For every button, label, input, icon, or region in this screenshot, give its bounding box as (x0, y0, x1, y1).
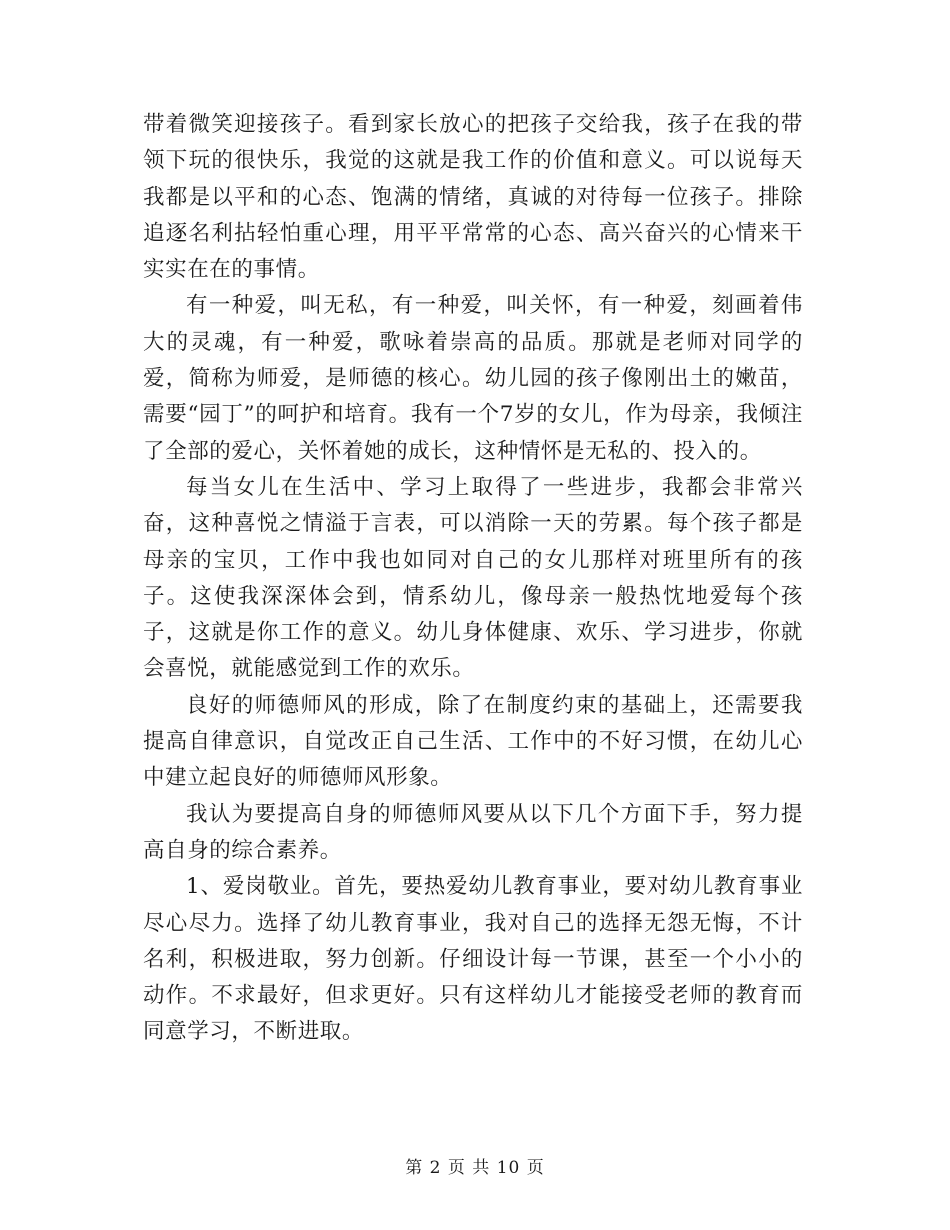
paragraph-5: 我认为要提高自身的师德师风要从以下几个方面下手，努力提高自身的综合素养。 (143, 801, 803, 863)
paragraph-3: 每当女儿在生活中、学习上取得了一些进步，我都会非常兴奋，这种喜悦之情溢于言表，可以消除一天的劳累。每个孩子都是母亲的宝贝，工作中我也如同对自己的女儿那样对班里所有的孩子。这使我深深体会到，情系幼儿，像母亲一般热忱地爱每个孩子，这就是你工作的意义。幼儿身体健康、欢乐、学习进步，你就会喜悦，就能感觉到工作的欢乐。 (143, 474, 803, 682)
paragraph-6: 1、爱岗敬业。首先，要热爱幼儿教育事业，要对幼儿教育事业尽心尽力。选择了幼儿教育事业，我对自己的选择无怨无悔，不计名利，积极进取，努力创新。仔细设计每一节课，甚至一个小小的动作。不求最好，但求更好。只有这样幼儿才能接受老师的教育而同意学习，不断进取。 (143, 874, 803, 1045)
page-number-footer: 第 2 页 共 10 页 (405, 1158, 545, 1178)
paragraph-4: 良好的师德师风的形成，除了在制度约束的基础上，还需要我提高自律意识，自觉改正自己生活、工作中的不好习惯，在幼儿心中建立起良好的师德师风形象。 (143, 692, 803, 791)
document-body (143, 107, 803, 1051)
paragraph-2: 有一种爱，叫无私，有一种爱，叫关怀，有一种爱，刻画着伟大的灵魂，有一种爱，歌咏着崇高的品质。那就是老师对同学的爱，简称为师爱，是师德的核心。幼儿园的孩子像刚出土的嫩苗，需要“园丁”的呵护和培育。我有一个7岁的女儿，作为母亲，我倾注了全部的爱心，关怀着她的成长，这种情怀是无私的、投入的。 (143, 293, 803, 464)
paragraph-1: 带着微笑迎接孩子。看到家长放心的把孩子交给我，孩子在我的带领下玩的很快乐，我觉的这就是我工作的价值和意义。可以说每天我都是以平和的心态、饱满的情绪，真诚的对待每一位孩子。排除追逐名利拈轻怕重心理，用平平常常的心态、高兴奋兴的心情来干实实在在的事情。 (143, 112, 803, 283)
